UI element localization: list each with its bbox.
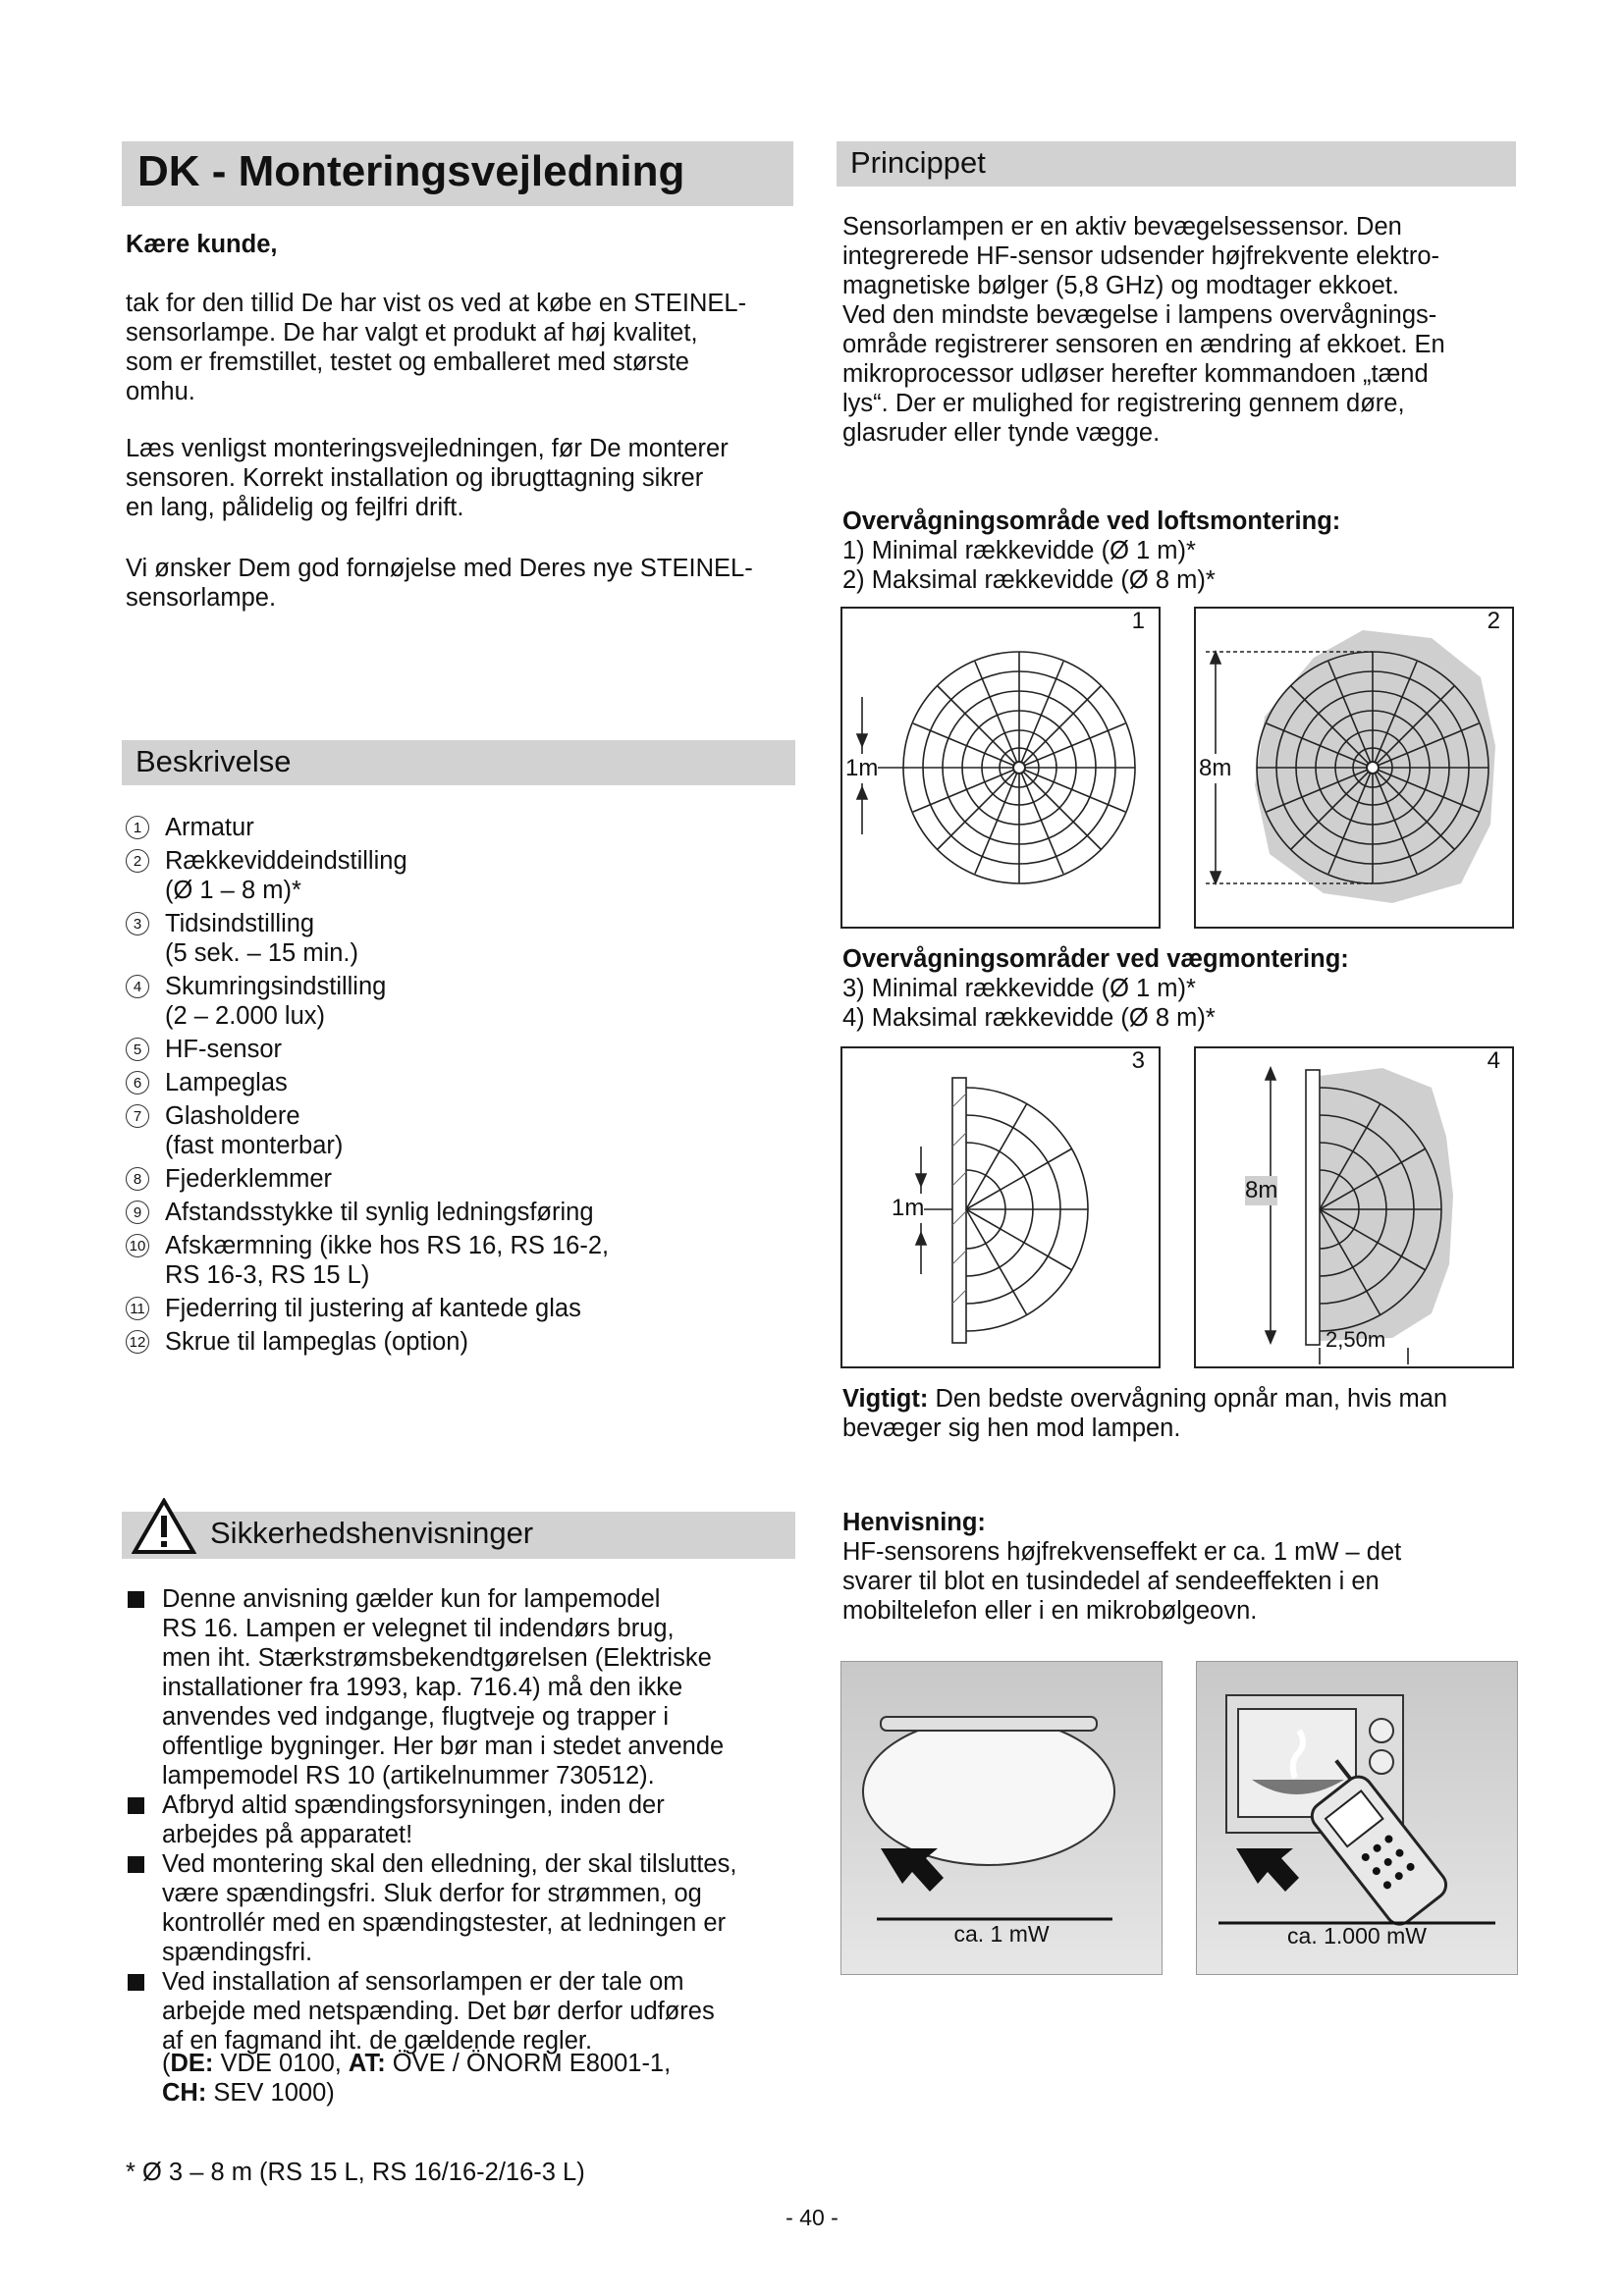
diagram-wall-max bbox=[1194, 1046, 1514, 1368]
vaeg-line-2: 4) Maksimal rækkevidde (Ø 8 m)* bbox=[842, 1004, 1216, 1032]
footnote: * Ø 3 – 8 m (RS 15 L, RS 16/16-2/16-3 L) bbox=[126, 2159, 585, 2186]
diagram-wall-min bbox=[840, 1046, 1161, 1368]
description-item bbox=[126, 813, 803, 842]
item-sublabel: RS 16-3, RS 15 L) bbox=[165, 1261, 370, 1289]
diagram-1-label: 1m bbox=[845, 755, 879, 781]
description-item bbox=[126, 1101, 803, 1160]
diagram-4-number: 4 bbox=[1487, 1047, 1500, 1074]
item-number-badge: 12 bbox=[126, 1330, 149, 1354]
bullet-square-icon bbox=[128, 1797, 144, 1814]
diagram-3-number: 3 bbox=[1131, 1047, 1145, 1074]
diagram-3-label: 1m bbox=[892, 1195, 925, 1221]
safety-item bbox=[126, 1790, 813, 1849]
item-number-badge: 9 bbox=[126, 1201, 149, 1224]
item-number-badge: 1 bbox=[126, 816, 149, 839]
princip-heading: Princippet bbox=[837, 141, 1516, 187]
description-item bbox=[126, 909, 803, 968]
item-label: Afskærmning (ikke hos RS 16, RS 16-2, bbox=[165, 1232, 610, 1259]
item-label: Fjederring til justering af kantede glas bbox=[165, 1295, 581, 1322]
greeting: Kære kunde, bbox=[126, 231, 278, 258]
microwave-caption: ca. 1.000 mW bbox=[1287, 1923, 1427, 1949]
item-label: Lampeglas bbox=[165, 1069, 288, 1096]
description-item bbox=[126, 846, 803, 905]
item-number-badge: 8 bbox=[126, 1167, 149, 1191]
loft-heading: Overvågningsområde ved loftsmontering: bbox=[842, 507, 1341, 535]
vigtigt-label: Vigtigt: bbox=[842, 1385, 929, 1413]
item-number-badge: 4 bbox=[126, 975, 149, 998]
item-sublabel: (2 – 2.000 lux) bbox=[165, 1002, 326, 1030]
item-number-badge: 7 bbox=[126, 1104, 149, 1128]
henvisning-text: HF-sensorens højfrekvenseffekt er ca. 1 mW – det svarer til blot en tusindedel af sendeeffekten i en mobiltelefon eller i en mikrobølgeovn. bbox=[842, 1538, 1402, 1625]
princip-text: Sensorlampen er en aktiv bevægelsessensor. Den integrerede HF-sensor udsender højfrekvente elektro- magnetiske bølger (5,8 GHz) og modtager ekkoet. Ved den mindste bevægelse i lampens overvågnings- område registrerer sensoren en ændring af ekkoet. En mikroprocessor udløser herefter kommandoen „tænd lys“. Der er mulighed for registrering gennem døre, glasruder eller tynde vægge. bbox=[842, 213, 1445, 447]
description-item bbox=[126, 1231, 803, 1290]
safety-item-text: Ved montering skal den elledning, der skal tilsluttes, være spændingsfri. Sluk derfor for strømmen, og kontrollér med en spændingstester, at ledningen er spændingsfri. bbox=[162, 1850, 737, 1966]
diagram-4-height-label: 2,50m bbox=[1326, 1327, 1386, 1352]
safety-item bbox=[126, 1584, 813, 1790]
description-item bbox=[126, 972, 803, 1031]
description-item bbox=[126, 1294, 803, 1323]
intro-paragraph-1: tak for den tillid De har vist os ved at købe en STEINEL- sensorlampe. De har valgt et produkt af høj kvalitet, som er fremstillet, testet og emballeret med største omhu. bbox=[126, 290, 747, 405]
item-label: Glasholdere bbox=[165, 1102, 300, 1130]
warning-icon bbox=[132, 1498, 196, 1555]
item-number-badge: 11 bbox=[126, 1297, 149, 1320]
intro-paragraph-3: Vi ønsker Dem god fornøjelse med Deres nye STEINEL- sensorlampe. bbox=[126, 555, 753, 612]
henvisning-heading: Henvisning: bbox=[842, 1509, 986, 1536]
diagram-1-number: 1 bbox=[1131, 608, 1145, 634]
norm-at-text: ÖVE / ÖNORM E8001-1, bbox=[385, 2050, 672, 2077]
lamp-caption: ca. 1 mW bbox=[953, 1921, 1050, 1947]
loft-line-2: 2) Maksimal rækkevidde (Ø 8 m)* bbox=[842, 566, 1216, 594]
safety-item bbox=[126, 1967, 813, 2056]
item-label: Afstandsstykke til synlig ledningsføring bbox=[165, 1199, 594, 1226]
loft-line-1: 1) Minimal rækkevidde (Ø 1 m)* bbox=[842, 537, 1196, 564]
item-label: Tidsindstilling bbox=[165, 910, 315, 937]
page-number: - 40 - bbox=[785, 2205, 839, 2230]
norm-de-text: VDE 0100, bbox=[213, 2050, 349, 2077]
item-label: Fjederklemmer bbox=[165, 1165, 333, 1193]
microwave-phone-illustration bbox=[1196, 1661, 1518, 1975]
description-item bbox=[126, 1198, 803, 1227]
item-number-badge: 2 bbox=[126, 849, 149, 873]
diagram-4-label: 8m bbox=[1245, 1177, 1278, 1203]
bullet-square-icon bbox=[128, 1974, 144, 1991]
item-number-badge: 3 bbox=[126, 912, 149, 935]
page-title: DK - Monteringsvejledning bbox=[122, 141, 793, 206]
safety-list bbox=[126, 1584, 813, 2056]
diagram-2-number: 2 bbox=[1487, 608, 1500, 634]
diagram-2-label: 8m bbox=[1199, 755, 1232, 781]
item-label: HF-sensor bbox=[165, 1036, 283, 1063]
item-number-badge: 10 bbox=[126, 1234, 149, 1257]
item-sublabel: (fast monterbar) bbox=[165, 1132, 344, 1159]
safety-item-text: Denne anvisning gælder kun for lampemodel RS 16. Lampen er velegnet til indendørs brug, men iht. Stærkstrømsbekendtgørelsen (Elektriske installationer fra 1993, kap. 716.4) må den ikke anvendes ved indgange, flugtveje og trapper i offentlige bygninger. Her bør man i stedet anvende lampemodel RS 10 (artikelnummer 730512). bbox=[162, 1585, 725, 1789]
vigtigt-text bbox=[842, 1384, 1530, 1443]
safety-item bbox=[126, 1849, 813, 1967]
beskrivelse-heading: Beskrivelse bbox=[122, 740, 795, 785]
description-item bbox=[126, 1327, 803, 1357]
vaeg-line-1: 3) Minimal rækkevidde (Ø 1 m)* bbox=[842, 975, 1196, 1002]
item-sublabel: (Ø 1 – 8 m)* bbox=[165, 877, 301, 904]
sikkerhed-heading-text: Sikkerhedshenvisninger bbox=[210, 1516, 534, 1550]
item-label: Skrue til lampeglas (option) bbox=[165, 1328, 468, 1356]
item-number-badge: 5 bbox=[126, 1038, 149, 1061]
description-item bbox=[126, 1068, 803, 1097]
safety-item-text: Afbryd altid spændingsforsyningen, inden der arbejdes på apparatet! bbox=[162, 1791, 665, 1848]
description-list bbox=[126, 813, 803, 1361]
item-label: Skumringsindstilling bbox=[165, 973, 387, 1000]
diagram-ceiling-max bbox=[1194, 607, 1514, 929]
safety-norms: (DE: VDE 0100, AT: ÖVE / ÖNORM E8001-1, CH: SEV 1000) bbox=[162, 2050, 672, 2107]
vaeg-heading: Overvågningsområder ved vægmontering: bbox=[842, 945, 1349, 973]
intro-paragraph-2: Læs venligst monteringsvejledningen, før De monterer sensoren. Korrekt installation og ibrugttagning sikrer en lang, pålidelig og fejlfri drift. bbox=[126, 435, 729, 521]
norm-ch-label: CH: bbox=[162, 2079, 207, 2107]
item-label: Armatur bbox=[165, 814, 254, 841]
norm-de-label: DE: bbox=[170, 2050, 214, 2077]
norm-ch-text: SEV 1000) bbox=[206, 2079, 335, 2107]
item-sublabel: (5 sek. – 15 min.) bbox=[165, 939, 358, 967]
item-number-badge: 6 bbox=[126, 1071, 149, 1095]
lamp-illustration bbox=[840, 1661, 1163, 1975]
norm-at-label: AT: bbox=[348, 2050, 386, 2077]
bullet-square-icon bbox=[128, 1591, 144, 1608]
vigtigt-body: Den bedste overvågning opnår man, hvis man bevæger sig hen mod lampen. bbox=[842, 1385, 1448, 1442]
sikkerhed-heading bbox=[122, 1512, 795, 1559]
description-item bbox=[126, 1035, 803, 1064]
description-item bbox=[126, 1164, 803, 1194]
safety-item-text: Ved installation af sensorlampen er der tale om arbejde med netspænding. Det bør derfor udføres af en fagmand iht. de gældende regler. bbox=[162, 1968, 715, 2055]
diagram-ceiling-min bbox=[840, 607, 1161, 929]
item-label: Rækkeviddeindstilling bbox=[165, 847, 407, 875]
bullet-square-icon bbox=[128, 1856, 144, 1873]
